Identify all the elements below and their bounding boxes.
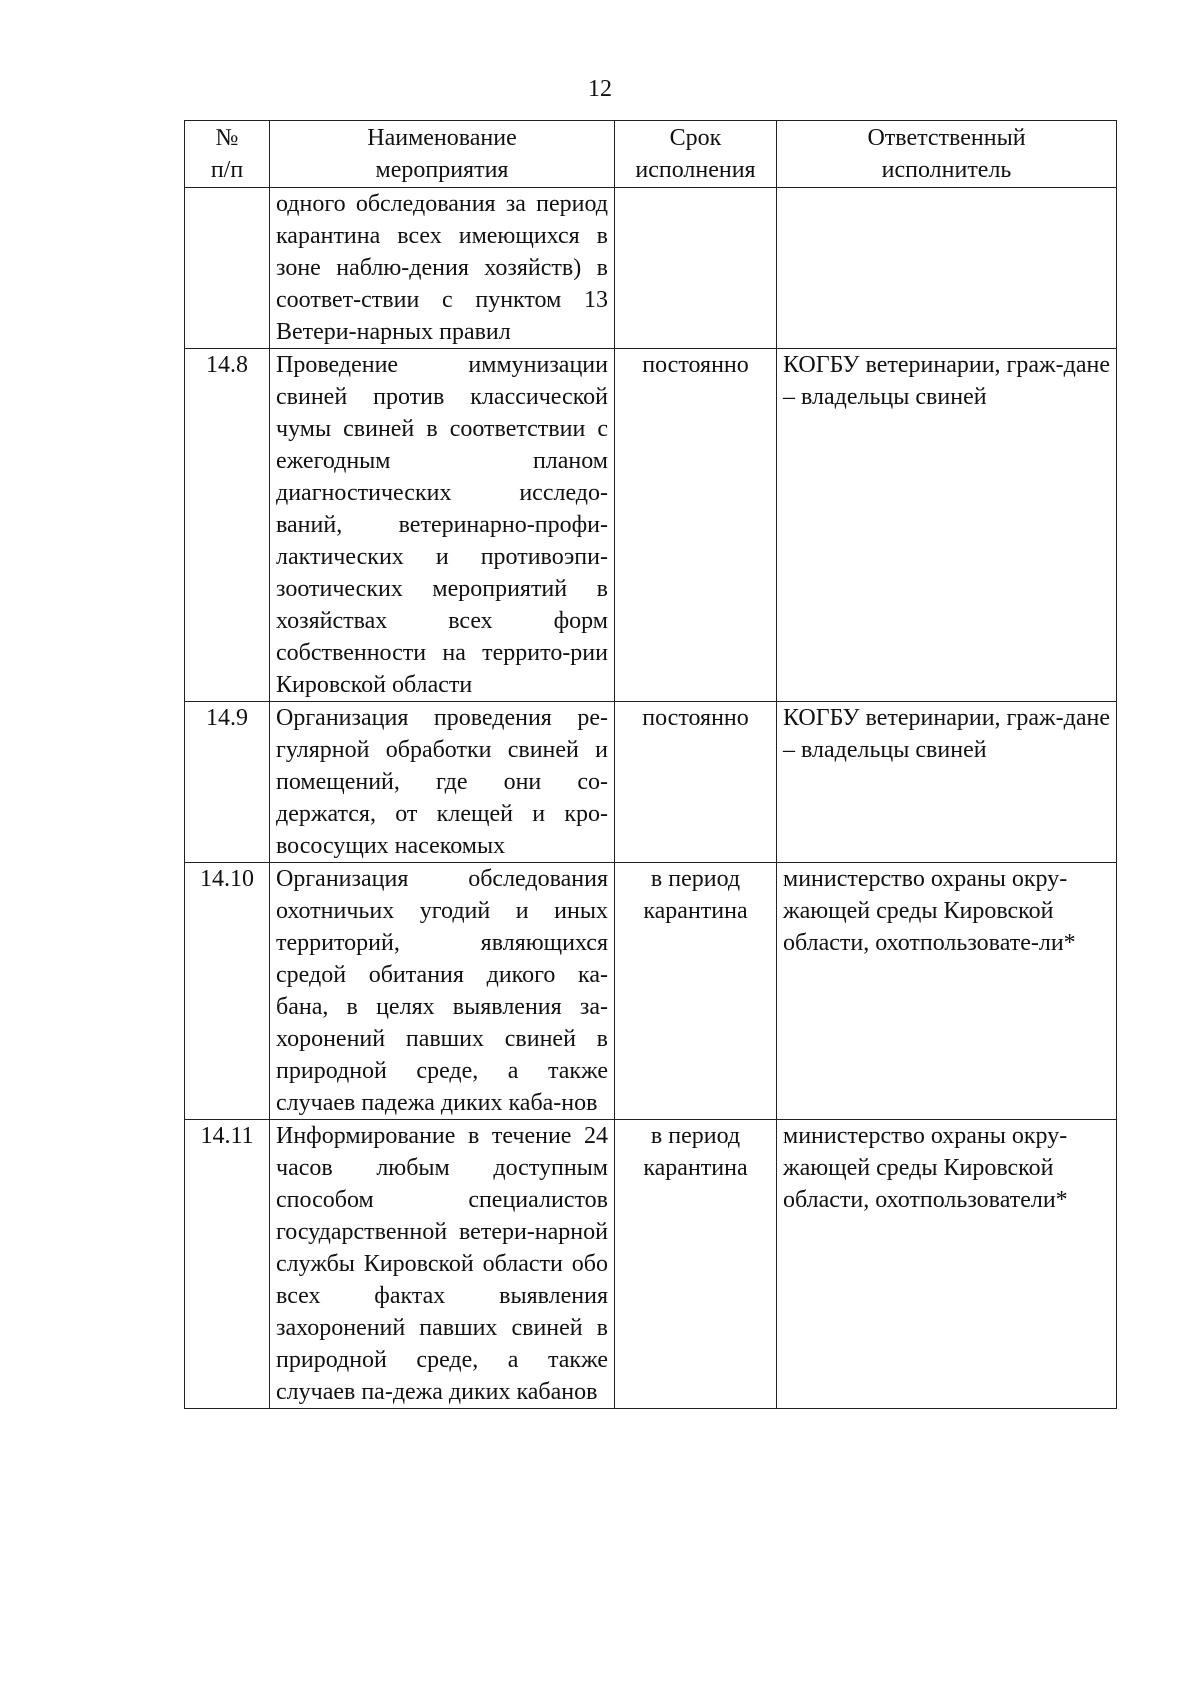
header-num: № п/п (185, 121, 270, 188)
row-measure-name: Информирование в течение 24 часов любым доступным способом специалистов государственной ветери-нарной службы Кировской области обо всех фактах выявления захоронений павших свиней в природной среде, а также случаев па-дежа диких кабанов (270, 1120, 615, 1409)
table-row (185, 1120, 1117, 1409)
row-term: постоянно (615, 349, 777, 702)
row-number: 14.10 (185, 863, 270, 1120)
row-term (615, 188, 777, 349)
row-responsible: министерство охраны окру-жающей среды Кировской области, охотпользовате-ли* (777, 863, 1117, 1120)
row-measure-name: Организация обследования охотничьих угодий и иных территорий, являющихся средой обитания дикого ка-бана, в целях выявления за-хоронений павших свиней в природной среде, а также случаев падежа диких каба-нов (270, 863, 615, 1120)
row-number: 14.8 (185, 349, 270, 702)
row-number (185, 188, 270, 349)
row-measure-name: одного обследования за период карантина всех имеющихся в зоне наблю-дения хозяйств) в соответ-ствии с пунктом 13 Ветери-нарных правил (270, 188, 615, 349)
header-term: Срок исполнения (615, 121, 777, 188)
row-responsible: министерство охраны окру-жающей среды Кировской области, охотпользователи* (777, 1120, 1117, 1409)
row-responsible: КОГБУ ветеринарии, граж-дане – владельцы свиней (777, 349, 1117, 702)
page-number: 12 (588, 76, 612, 102)
row-term: постоянно (615, 702, 777, 863)
table-header-row (185, 121, 1117, 188)
table-row (185, 863, 1117, 1120)
row-measure-name: Организация проведения ре-гулярной обработки свиней и помещений, где они со-держатся, от клещей и кро-вососущих насекомых (270, 702, 615, 863)
header-name: Наименование мероприятия (270, 121, 615, 188)
row-number: 14.9 (185, 702, 270, 863)
row-responsible (777, 188, 1117, 349)
row-responsible: КОГБУ ветеринарии, граж-дане – владельцы свиней (777, 702, 1117, 863)
table-row (185, 702, 1117, 863)
row-number: 14.11 (185, 1120, 270, 1409)
table-row (185, 188, 1117, 349)
header-responsible: Ответственный исполнитель (777, 121, 1117, 188)
table-row (185, 349, 1117, 702)
row-term: в период карантина (615, 1120, 777, 1409)
measures-table (184, 120, 1117, 1409)
row-term: в период карантина (615, 863, 777, 1120)
row-measure-name: Проведение иммунизации свиней против классической чумы свиней в соответствии с ежегодным планом диагностических исследо-ваний, ветеринарно-профи-лактических и противоэпи-зоотических мероприятий в хозяйствах всех форм собственности на террито-рии Кировской области (270, 349, 615, 702)
